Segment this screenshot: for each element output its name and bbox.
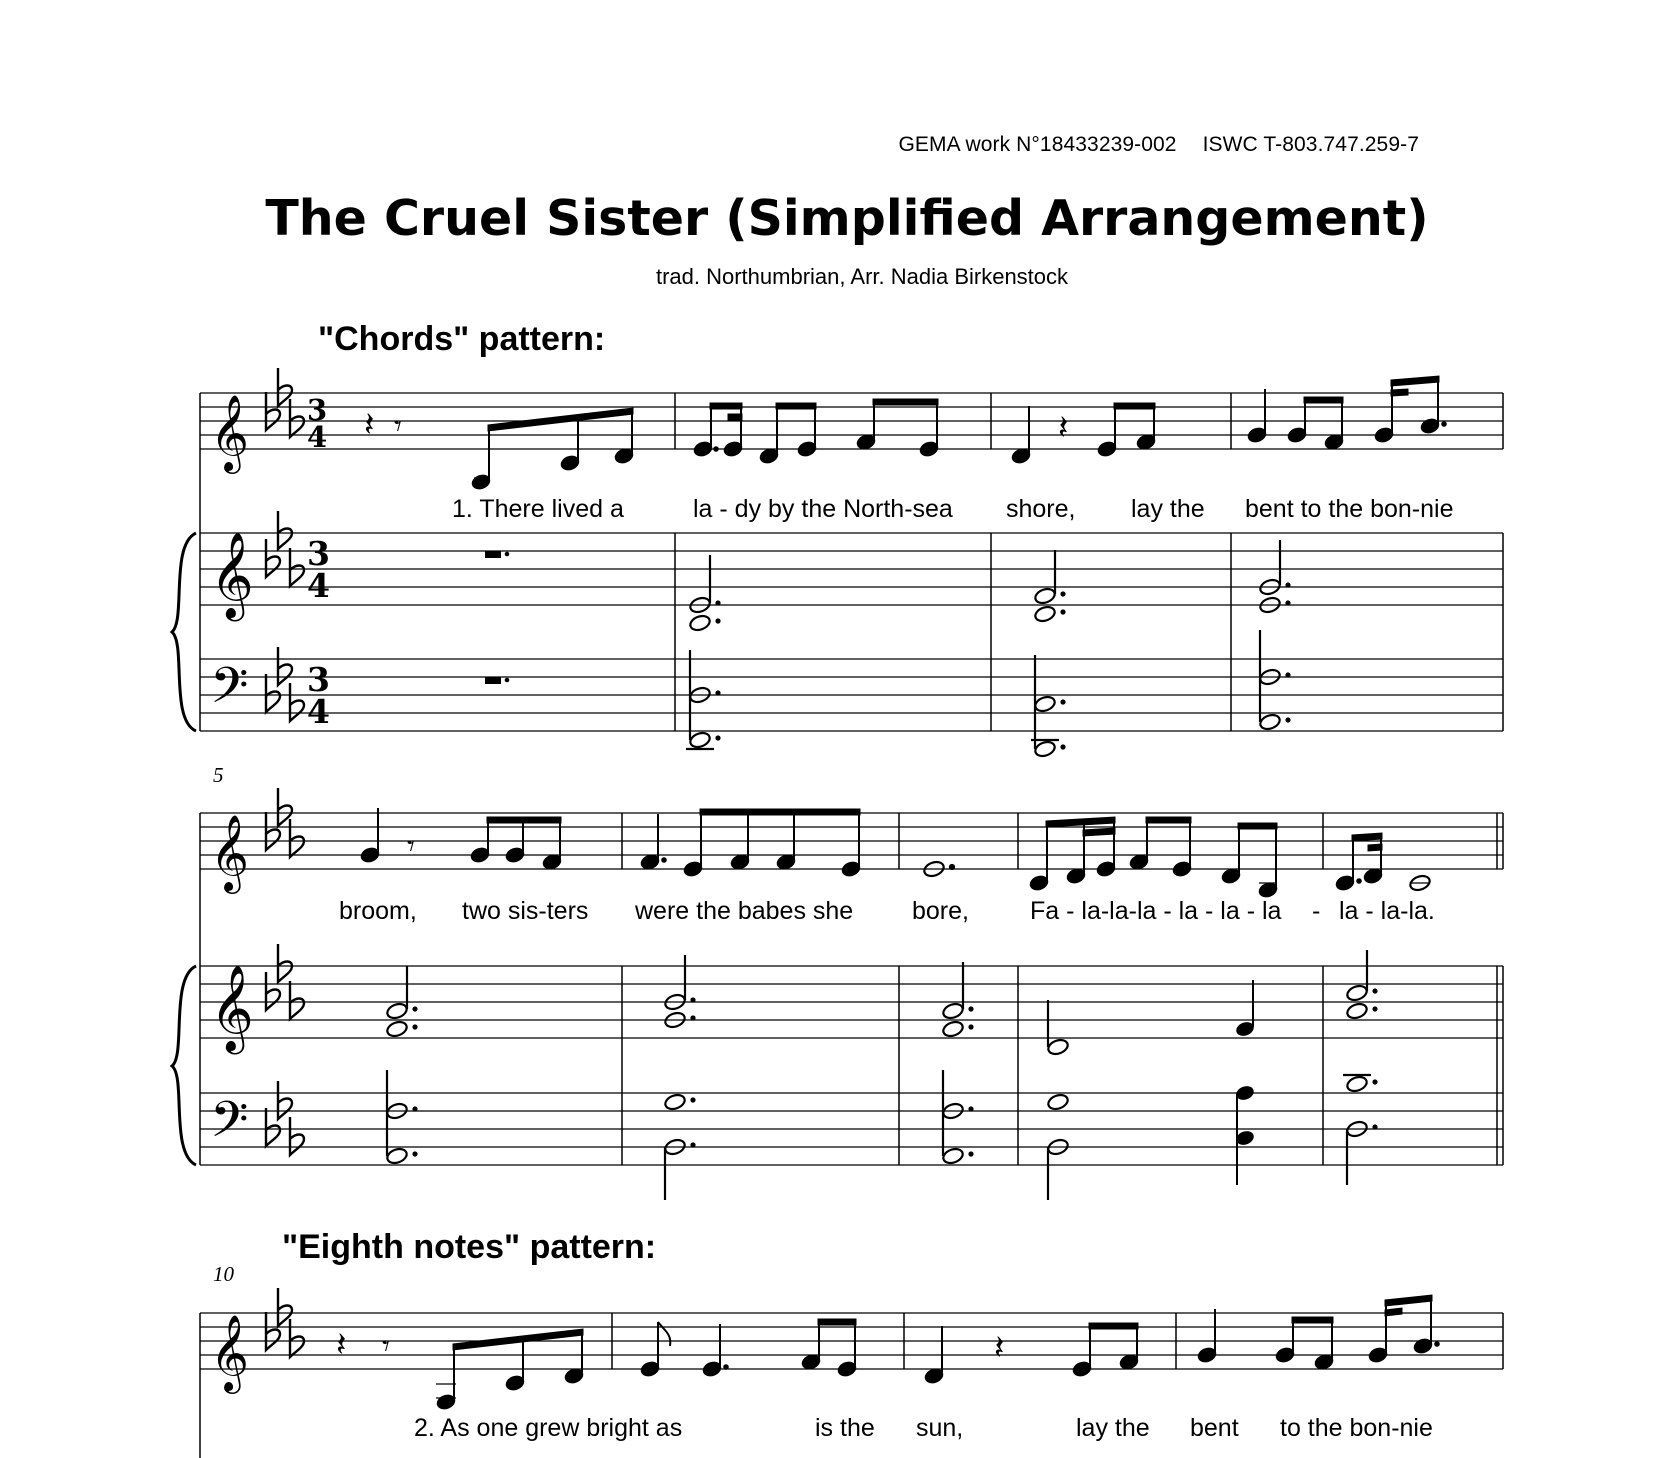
lyric-syllables: is the [815,1414,875,1442]
measure-rest [485,551,501,558]
composer-credit: trad. Northumbrian, Arr. Nadia Birkenstock [655,264,1069,289]
brace [172,533,196,731]
lyric-syllables: were the babes she [635,897,854,925]
piano-chords [385,950,1371,1200]
augmentation-dots [412,988,1377,1156]
system-2 [172,788,1503,1200]
lyric-syllables: sun, [916,1414,964,1442]
svg-text:3: 3 [307,534,330,573]
bass-clef: 𝄢 [210,1091,249,1161]
lyric-syllables: 1. There lived a [452,495,624,523]
measure-number: 10 [213,1262,234,1286]
lyric-syllables: bent to the bon-nie [1245,495,1454,523]
svg-text:𝄽: 𝄽 [994,1328,1005,1368]
iswc-code: ISWC T-803.747.259-7 [1202,133,1419,156]
system-3 [200,1288,1503,1458]
treble-clef: 𝄞 [210,814,250,891]
lyric-syllables: lay the [1131,495,1205,523]
melody-notes [359,808,1431,899]
staff-lines [200,966,1503,1038]
svg-text:3: 3 [307,393,328,427]
song-title: The Cruel Sister (Simplified Arrangement) [265,190,1429,247]
bass-clef: 𝄢 [210,657,249,727]
svg-text:4: 4 [307,692,330,731]
staff-lines [200,813,1503,869]
measure-rest [485,677,501,684]
treble-clef: 𝄞 [210,965,254,1051]
lyric-syllables: la - dy by the North-sea [693,495,953,523]
quarter-rest: 𝄽 [336,1325,347,1365]
quarter-rest: 𝄽 [364,405,375,445]
section-heading-chords: "Chords" pattern: [318,320,606,358]
staff-lines [200,659,1503,731]
lyric-syllables: lay the [1076,1414,1150,1442]
barlines [200,1313,1503,1458]
eighth-rest: 𝄾 [394,409,402,444]
svg-text:𝄾: 𝄾 [407,829,415,864]
lyric-syllables: broom, [339,897,417,925]
system-1 [172,368,1503,759]
brace [172,966,196,1165]
time-signature [307,393,330,731]
treble-clef: 𝄞 [210,1314,250,1391]
lyric-syllables: bent [1190,1414,1239,1442]
lyric-syllables: la - la-la. [1339,897,1435,925]
svg-text:4: 4 [307,566,330,605]
treble-clef: 𝄞 [210,532,254,618]
gema-work-number: GEMA work N°18433239-002 [898,133,1177,156]
measure-number: 5 [213,763,224,787]
lyric-syllables: bore, [912,897,969,925]
svg-text:3: 3 [307,660,330,699]
key-signature [266,788,304,1155]
filled-notes [1234,980,1255,1185]
lyric-syllables: Fa - la-la-la - la - la - la [1030,897,1282,925]
lyric-syllables: shore, [1006,495,1076,523]
augmentation-dots [715,582,1290,749]
section-heading-eighth-notes: "Eighth notes" pattern: [282,1228,657,1266]
svg-text:4: 4 [307,420,328,454]
lyric-syllables: two sis-ters [462,897,589,925]
eighth-rest: 𝄾 [382,1329,390,1364]
piano-chords [686,540,1282,759]
lyric-syllables: - [1312,897,1321,925]
treble-clef: 𝄞 [210,394,250,471]
staff-lines [200,533,1503,605]
lyric-syllables: 2. As one grew bright as [414,1414,683,1442]
key-signature [266,1288,304,1357]
svg-text:𝄽: 𝄽 [1058,408,1069,448]
lyric-syllables: to the bon-nie [1280,1414,1433,1442]
